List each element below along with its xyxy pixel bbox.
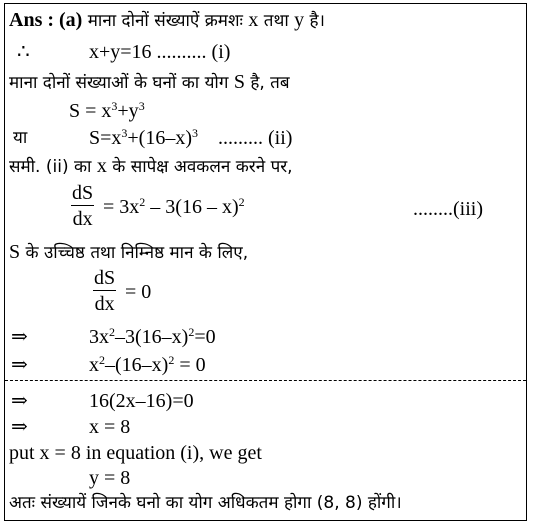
step-equation-1: $3x^2-3(16-x)^2=0$	[89, 325, 216, 348]
x-value: x = 8	[89, 416, 131, 438]
implies-symbol: ⇒	[11, 326, 28, 348]
y-value: y = 8	[89, 467, 131, 489]
step-equation-2: $x^2-(16-x)^2 = 0$	[89, 353, 206, 376]
ya-label: या	[13, 128, 28, 148]
differentiation-statement: समी. (ii) का x के सापेक्ष अवकलन करने पर,	[9, 155, 293, 177]
substitution-line: put x = 8 in equation (i), we get	[9, 442, 262, 464]
therefore-symbol: ∴	[17, 41, 30, 63]
section-divider	[5, 380, 526, 381]
equation-iii-ref: ........(iii)	[413, 198, 483, 220]
answer-box	[4, 3, 527, 521]
step-equation-3: 16(2x–16)=0	[89, 390, 194, 412]
implies-symbol: ⇒	[11, 390, 28, 412]
equation-i: x+y=16 .......... (i)	[89, 41, 231, 63]
fraction-numerator: dS	[72, 182, 94, 204]
var-x: x	[248, 9, 259, 31]
answer-intro	[9, 8, 325, 33]
answer-label: Ans : (a)	[9, 9, 83, 31]
derivative-fraction-zero: $\frac{dS}{dx}$	[94, 267, 116, 315]
equation-ii: $S=x^3+(16-x)^3$ ......... (ii)	[89, 126, 293, 149]
intro-hindi: माना दोनों संख्याऐं क्रमशः	[82, 11, 249, 31]
s-equation: $S = x^3+y^3$	[69, 99, 145, 122]
extrema-statement: S के उच्चिष्ठ तथा निम्निष्ठ मान के लिए,	[9, 241, 249, 263]
derivative-zero: = 0	[125, 281, 152, 303]
implies-symbol: ⇒	[11, 354, 28, 376]
cube-sum-statement: माना दोनों संख्याओं के घनों का योग S है, तब	[9, 71, 290, 93]
var-y: y	[294, 9, 305, 31]
derivative-equation: = $3x^2 - 3(16 - x)^2$	[103, 195, 245, 218]
intro-end: है।	[304, 11, 325, 31]
derivative-fraction	[71, 182, 94, 230]
fraction-denominator: dx	[72, 208, 93, 230]
implies-symbol: ⇒	[11, 416, 28, 438]
conclusion: अतः संख्यायें जिनके घनो का योग अधिकतम होगा (8, 8) होंगी।	[9, 493, 402, 513]
intro-tatha: तथा	[258, 11, 295, 31]
